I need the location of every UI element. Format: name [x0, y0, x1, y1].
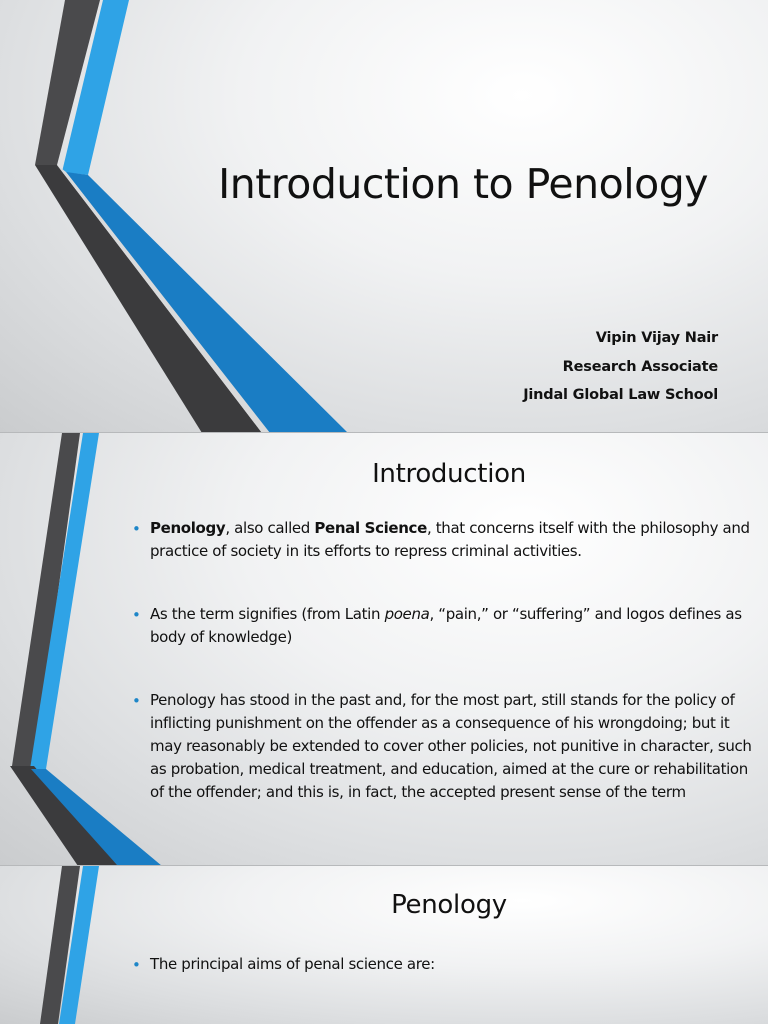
list-item-text: Penology has stood in the past and, for the most part, still stands for the policy of inflicting punishment on the offender as a consequence of his wrongdoing; but it may reasonably be extended to cover other policies, not punitive in character, such as probation, medical treatment, and education, aimed at the cure or rehabilitation of the offender; and this is, in fact, the accepted present sense of the term: [150, 691, 752, 801]
list-item: [130, 517, 755, 563]
bullet-icon: •: [132, 956, 141, 974]
slide-title: Introduction: [372, 459, 526, 489]
author-block: [523, 324, 718, 410]
slide-title: Penology: [391, 890, 507, 920]
list-item-text: , “pain,” or “suffering” and logos defines as body of knowledge): [150, 605, 742, 646]
bullet-icon: •: [132, 520, 141, 538]
author-name: Vipin Vijay Nair: [595, 330, 718, 346]
list-item: [130, 603, 755, 649]
bold-term: Penology: [150, 519, 226, 537]
list-item-text: , also called: [225, 519, 315, 537]
title-slide: [0, 0, 768, 433]
bullet-list: [130, 953, 755, 1016]
list-item: [130, 689, 755, 804]
bullet-icon: •: [132, 606, 141, 624]
presentation-title: Introduction to Penology: [218, 160, 708, 208]
list-item-text: As the term signifies (from Latin: [150, 605, 385, 623]
list-item-text: The principal aims of penal science are:: [150, 955, 435, 973]
bullet-list: [130, 517, 755, 804]
introduction-slide: [0, 433, 768, 866]
bullet-icon: •: [132, 692, 141, 710]
bold-term: Penal Science: [314, 519, 427, 537]
penology-slide: [0, 866, 768, 1024]
author-role: Research Associate: [562, 358, 718, 375]
author-organization: Jindal Global Law School: [523, 387, 718, 403]
italic-term: poena: [384, 605, 430, 623]
list-item: [130, 953, 755, 976]
list-item-text: , that concerns itself with the philosophy and practice of society in its efforts to repress criminal activities.: [150, 519, 750, 560]
